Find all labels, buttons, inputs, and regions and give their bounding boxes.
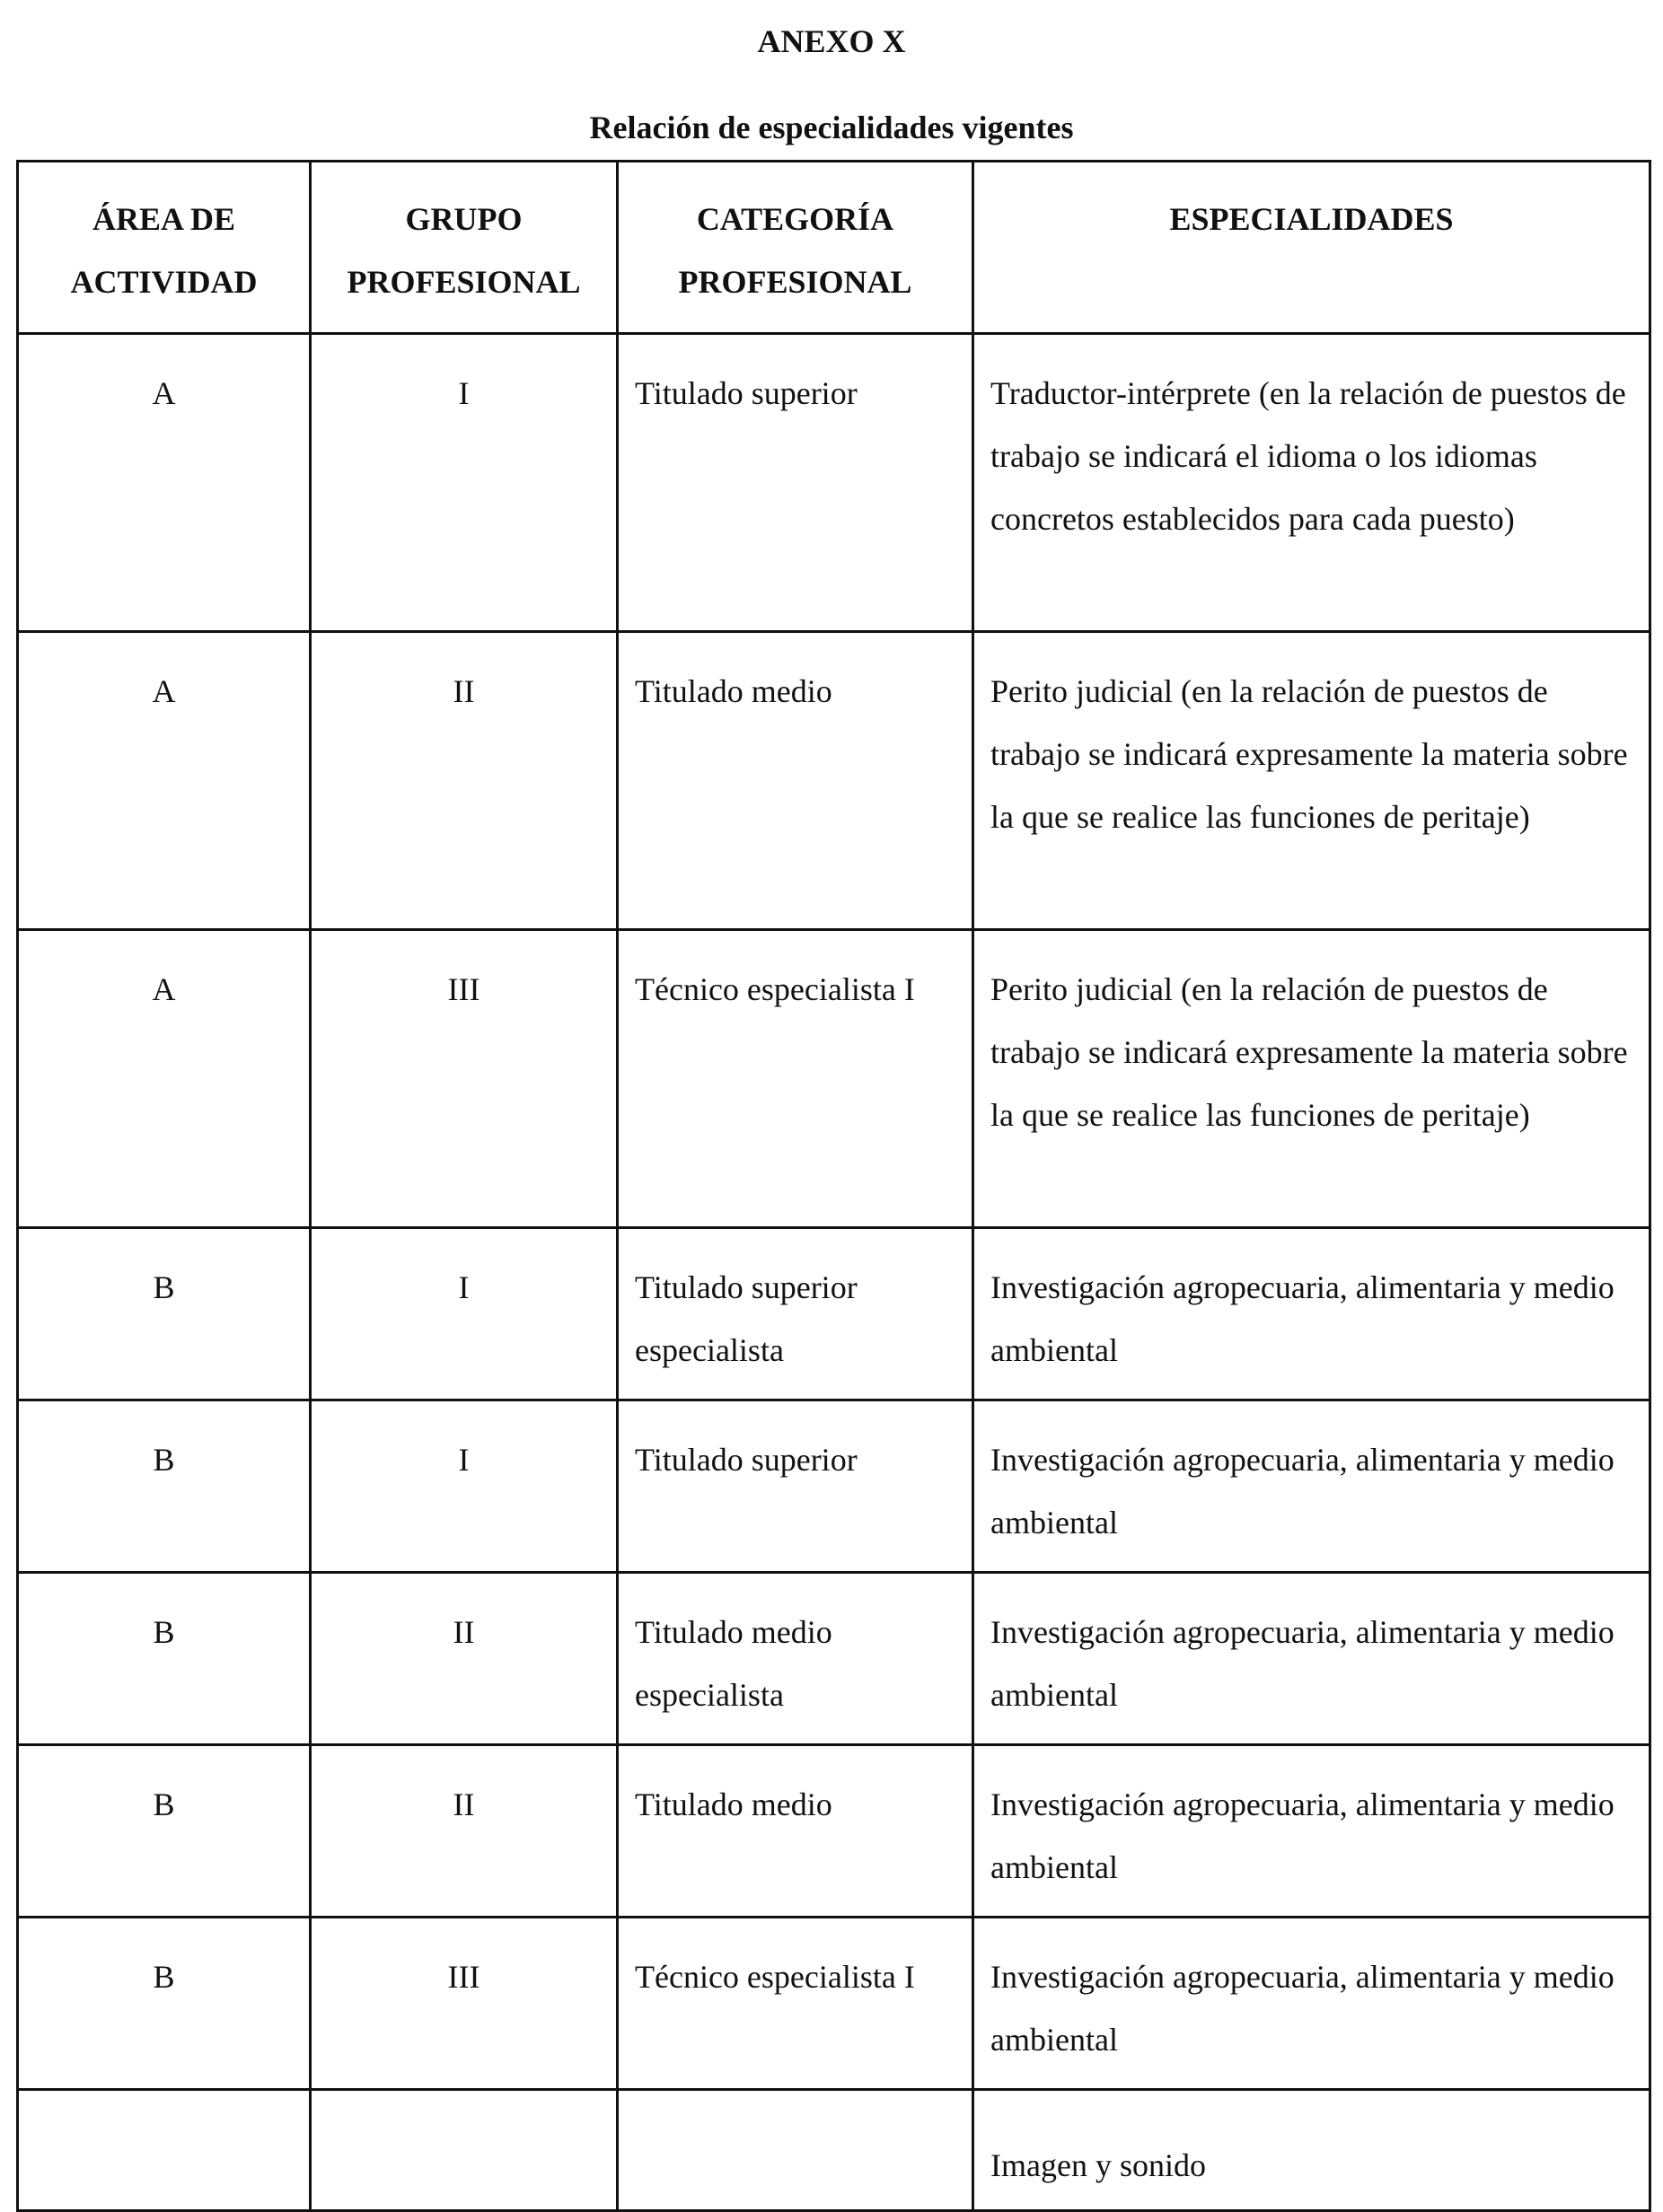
table-row xyxy=(18,1918,1650,2090)
cell-grupo: I xyxy=(311,1228,618,1400)
cell-area: A xyxy=(18,334,311,632)
cell-categoria: Titulado medio xyxy=(618,1745,973,1918)
cell-grupo: I xyxy=(311,1400,618,1573)
header-especialidades-label: ESPECIALIDADES xyxy=(1169,201,1454,237)
cell-grupo: I xyxy=(311,334,618,632)
table-row xyxy=(18,632,1650,930)
cell-especialidad: Investigación agropecuaria, alimentaria y medio ambiental xyxy=(973,1228,1650,1400)
specialties-table xyxy=(16,160,1651,2212)
cell-categoria: Titulado superior especialista xyxy=(618,1228,973,1400)
cell-categoria xyxy=(618,2090,973,2211)
cell-grupo: II xyxy=(311,632,618,930)
cell-categoria: Titulado superior xyxy=(618,1400,973,1573)
cell-grupo: III xyxy=(311,1918,618,2090)
cell-especialidad: Investigación agropecuaria, alimentaria y medio ambiental xyxy=(973,1573,1650,1745)
header-especialidades xyxy=(973,162,1650,334)
cell-categoria: Titulado superior xyxy=(618,334,973,632)
cell-area xyxy=(18,2090,311,2211)
cell-categoria: Titulado medio especialista xyxy=(618,1573,973,1745)
cell-area: A xyxy=(18,930,311,1228)
cell-especialidad: Investigación agropecuaria, alimentaria y medio ambiental xyxy=(973,1745,1650,1918)
table-body xyxy=(18,334,1650,2211)
cell-categoria: Titulado medio xyxy=(618,632,973,930)
header-grupo-profesional xyxy=(311,162,618,334)
header-categoria-line-1: CATEGORÍA xyxy=(696,201,894,237)
cell-categoria: Técnico especialista I xyxy=(618,1918,973,2090)
cell-grupo: III xyxy=(311,930,618,1228)
table-row xyxy=(18,1573,1650,1745)
table-row xyxy=(18,1745,1650,1918)
table-row xyxy=(18,334,1650,632)
cell-especialidad: Investigación agropecuaria, alimentaria y medio ambiental xyxy=(973,1918,1650,2090)
cell-grupo xyxy=(311,2090,618,2211)
cell-grupo: II xyxy=(311,1745,618,1918)
header-grupo-line-1: GRUPO xyxy=(405,201,523,237)
table-header xyxy=(18,162,1650,334)
header-row xyxy=(18,162,1650,334)
cell-categoria: Técnico especialista I xyxy=(618,930,973,1228)
header-categoria-profesional xyxy=(618,162,973,334)
cell-area: B xyxy=(18,1918,311,2090)
header-area-actividad xyxy=(18,162,311,334)
header-categoria-line-2: PROFESIONAL xyxy=(678,264,912,300)
cell-area: B xyxy=(18,1745,311,1918)
annex-title: ANEXO X xyxy=(757,23,906,59)
table-row xyxy=(18,1228,1650,1400)
cell-area: B xyxy=(18,1573,311,1745)
header-grupo-line-2: PROFESIONAL xyxy=(347,264,581,300)
annex-subtitle: Relación de especialidades vigentes xyxy=(589,110,1074,145)
cell-area: B xyxy=(18,1400,311,1573)
cell-area: B xyxy=(18,1228,311,1400)
cell-especialidad: Imagen y sonido xyxy=(973,2090,1650,2211)
table-row xyxy=(18,1400,1650,1573)
header-area-line-1: ÁREA DE xyxy=(92,201,236,237)
cell-area: A xyxy=(18,632,311,930)
cell-especialidad: Traductor-intérprete (en la relación de puestos de trabajo se indicará el idioma o los idiomas concretos establecidos para cada puesto) xyxy=(973,334,1650,632)
cell-especialidad: Investigación agropecuaria, alimentaria y medio ambiental xyxy=(973,1400,1650,1573)
table-row xyxy=(18,930,1650,1228)
cell-grupo: II xyxy=(311,1573,618,1745)
cell-especialidad: Perito judicial (en la relación de puestos de trabajo se indicará expresamente la materia sobre la que se realice las funciones de peritaje) xyxy=(973,632,1650,930)
cell-especialidad: Perito judicial (en la relación de puestos de trabajo se indicará expresamente la materia sobre la que se realice las funciones de peritaje) xyxy=(973,930,1650,1228)
table-row xyxy=(18,2090,1650,2211)
header-area-line-2: ACTIVIDAD xyxy=(70,264,258,300)
